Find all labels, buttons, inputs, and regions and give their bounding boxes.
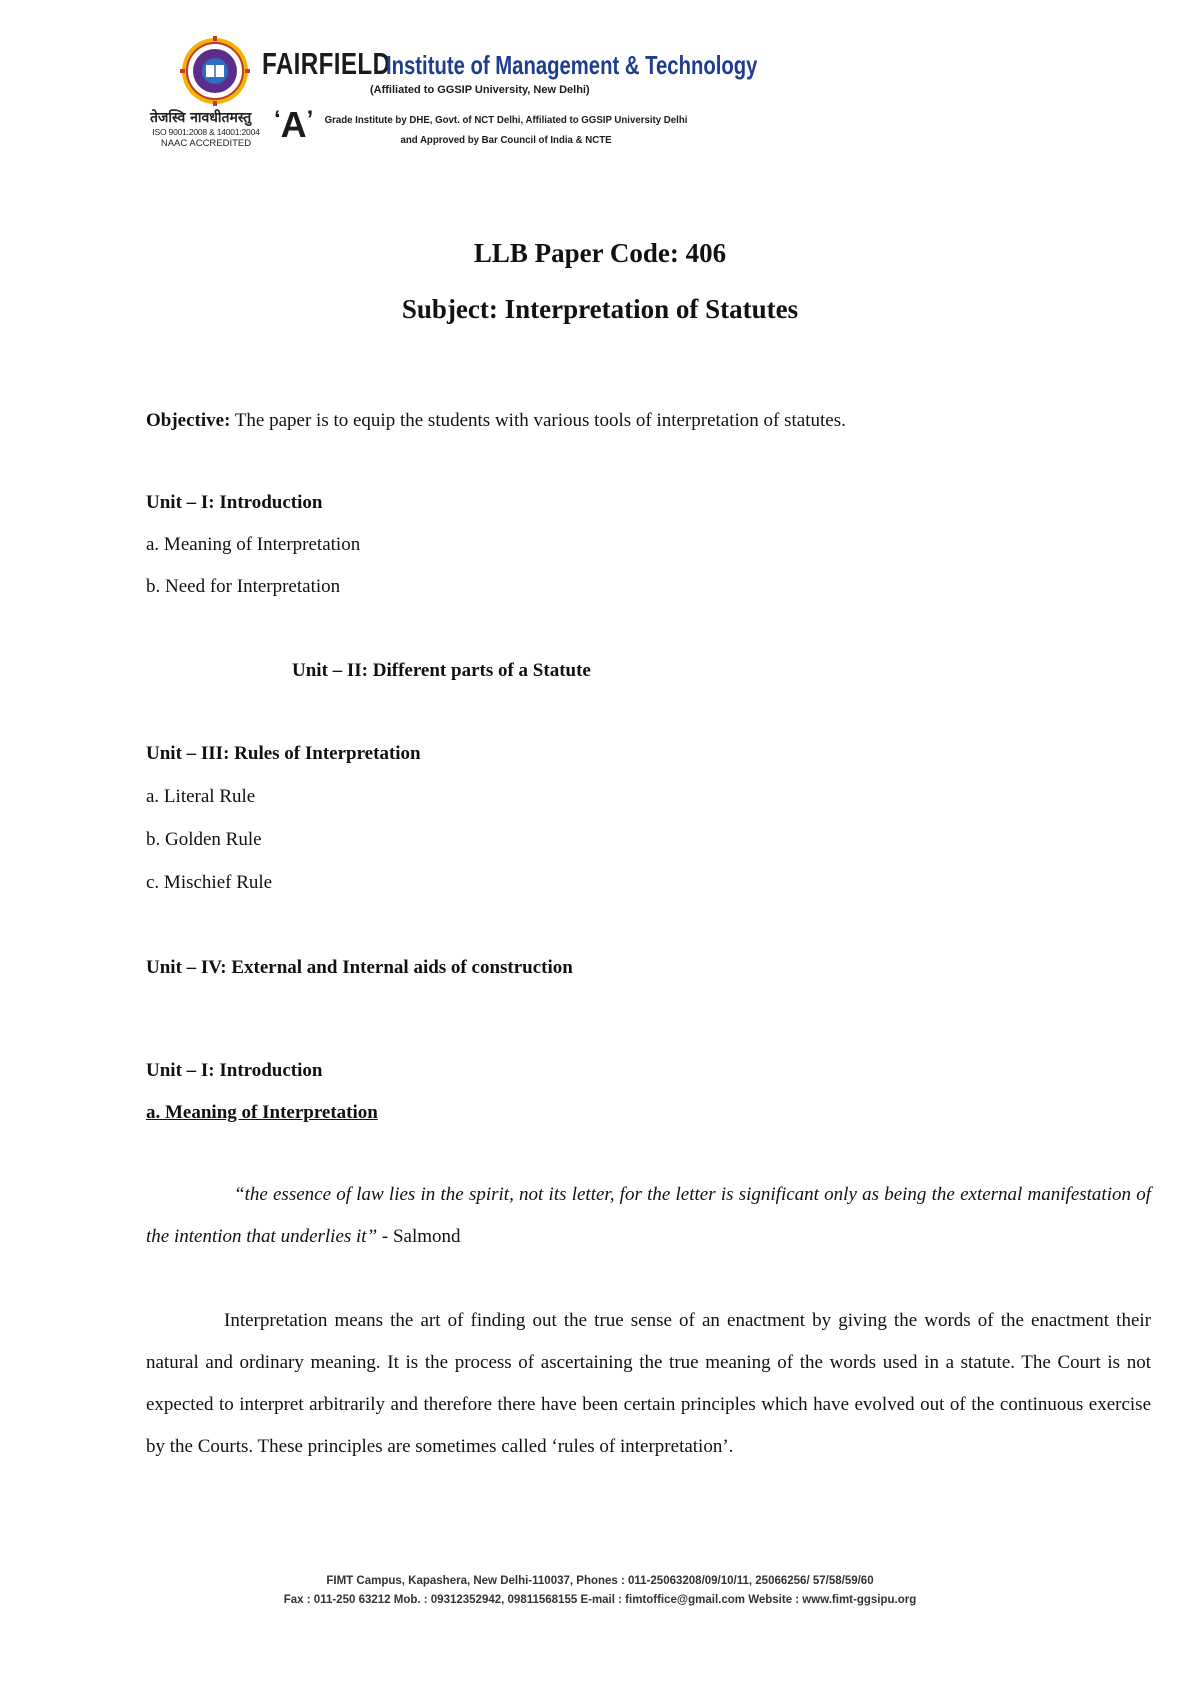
section-unit-title: Unit – I: Introduction bbox=[146, 1060, 323, 1081]
interpretation-paragraph: Interpretation means the art of finding out the true sense of an enactment by giving the words of the enactment their natural and ordinary meaning. It is the process of ascertaining the true meaning of the words used in a statute. The Court is not expected to interpret arbitrarily and therefore there have been certain principles which have evolved out of the continuous exercise by the Courts. These principles are sometimes called ‘rules of interpretation’. bbox=[146, 1310, 1151, 1457]
unit1-item: b. Need for Interpretation bbox=[146, 576, 341, 597]
objective bbox=[146, 410, 846, 432]
objective-label: Objective: bbox=[146, 410, 231, 431]
footer-address: FIMT Campus, Kapashera, New Delhi-110037, Phones : 011-25063208/09/10/11, 25066256/ 57/58/59/60 bbox=[326, 1575, 874, 1587]
letterhead bbox=[150, 36, 758, 156]
grade-description: Grade Institute by DHE, Govt. of NCT Delhi, Affiliated to GGSIP University Delhi and Approved by Bar Council of India & NCTE bbox=[324, 114, 688, 146]
institute-brand: FAIRFIELD bbox=[262, 46, 391, 81]
institute-name: Institute of Management & Technology bbox=[386, 50, 758, 80]
unit1-title: Unit – I: Introduction bbox=[146, 492, 323, 513]
quote-text: “the essence of law lies in the spirit, not its letter, for the letter is significant only as being the external manifestation of the intention that underlies it” bbox=[146, 1184, 1151, 1247]
unit3-item: a. Literal Rule bbox=[146, 786, 256, 807]
unit4-title: Unit – IV: External and Internal aids of construction bbox=[146, 957, 573, 978]
grade-badge: ‘ A ’ bbox=[274, 104, 313, 146]
unit3-item: b. Golden Rule bbox=[146, 829, 262, 850]
unit3-title: Unit – III: Rules of Interpretation bbox=[146, 743, 421, 764]
objective-text: The paper is to equip the students with various tools of interpretation of statutes. bbox=[230, 410, 846, 431]
footer-contact: Fax : 011-250 63212 Mob. : 09312352942, 09811568155 E-mail : fimtoffice@gmail.com Website : www.fimt-ggsipu.org bbox=[283, 1594, 917, 1606]
quote-author: - Salmond bbox=[377, 1226, 461, 1247]
salmond-quote bbox=[146, 1174, 1151, 1258]
subject-title: Subject: Interpretation of Statutes bbox=[401, 294, 799, 324]
iso-certification: ISO 9001:2008 & 14001:2004 bbox=[152, 127, 260, 137]
unit2-title: Unit – II: Different parts of a Statute bbox=[292, 660, 591, 681]
motto-hindi: तेजस्वि नावधीतमस्तु bbox=[150, 110, 252, 126]
naac-accreditation: NAAC ACCREDITED bbox=[160, 138, 252, 149]
unit3-item: c. Mischief Rule bbox=[146, 872, 273, 893]
affiliation: (Affiliated to GGSIP University, New Delhi) bbox=[370, 84, 590, 96]
section-subheading: a. Meaning of Interpretation bbox=[146, 1102, 378, 1123]
unit1-item: a. Meaning of Interpretation bbox=[146, 534, 361, 555]
paper-code-title: LLB Paper Code: 406 bbox=[473, 238, 727, 268]
institute-logo-icon bbox=[180, 36, 250, 106]
